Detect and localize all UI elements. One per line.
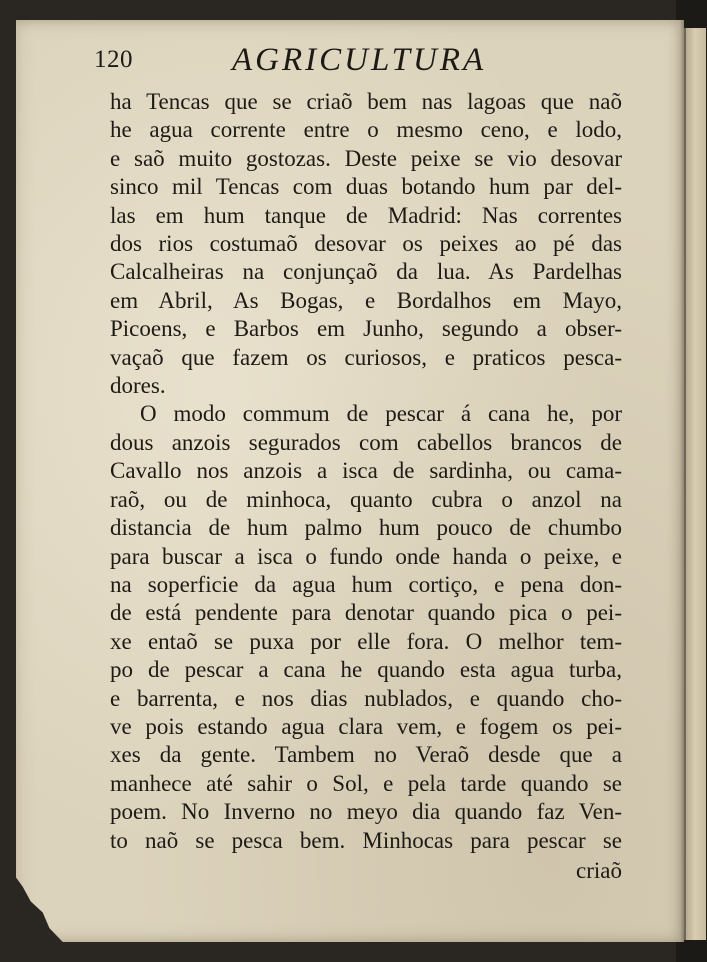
text-line: raõ, ou de minhoca, quanto cubra o anzol na [110,486,622,512]
page-header [94,42,614,90]
page-number: 120 [94,46,133,73]
text-line: dos rios costumaõ desovar os peixes ao pé das [110,231,622,257]
text-line: distancia de hum palmo hum pouco de chumbo [110,515,622,541]
text-line: xes da gente. Tambem no Veraõ desde que a [110,742,622,768]
text-line: vaçaõ que fazem os curiosos, e praticos pesca- [110,344,622,370]
text-line: Calcalheiras na conjunçaõ da lua. As Pardelhas [110,259,622,285]
text-line: po de pescar a cana he quando esta agua turba, [110,657,622,683]
body-text [110,88,622,885]
text-line: dous anzois segurados com cabellos brancos de [110,429,622,455]
text-line: em Abril, As Bogas, e Bordalhos em Mayo, [110,287,622,313]
text-line: O modo commum de pescar á cana he, por [140,401,622,427]
text-line: ve pois estando agua clara vem, e fogem os pei- [110,713,622,739]
text-line: poem. No Inverno no meyo dia quando faz Ven- [110,799,622,825]
text-line: xe entaõ se puxa por elle fora. O melhor tem- [110,628,622,654]
adjacent-page-edge [684,28,706,940]
text-line: para buscar a isca o fundo onde handa o peixe, e [110,543,622,569]
text-line: dores. [110,373,166,399]
catchword: criaõ [576,857,622,883]
text-line: na soperficie da agua hum cortiço, e pena don- [110,571,622,597]
text-line: e barrenta, e nos dias nublados, e quando cho- [110,685,622,711]
text-line: manhece até sahir o Sol, e pela tarde quando se [110,770,622,796]
text-line: sinco mil Tencas com duas botando hum par del- [110,174,622,200]
text-line: Picoens, e Barbos em Junho, segundo a obser- [110,316,622,342]
text-line: e saõ muito gostozas. Deste peixe se vio desovar [110,145,622,171]
text-line: to naõ se pesca bem. Minhocas para pescar se [110,827,622,853]
text-line: las em hum tanque de Madrid: Nas correntes [110,202,622,228]
page-gutter-shadow [680,20,684,942]
text-line: de está pendente para denotar quando pica o pei- [110,600,622,626]
text-line: ha Tencas que se criaõ bem nas lagoas que naõ [110,89,622,114]
text-line: he agua corrente entre o mesmo ceno, e lodo, [110,117,622,143]
running-head: AGRICULTURA [232,42,487,78]
text-line: Cavallo nos anzois a isca de sardinha, ou cama- [110,458,622,484]
